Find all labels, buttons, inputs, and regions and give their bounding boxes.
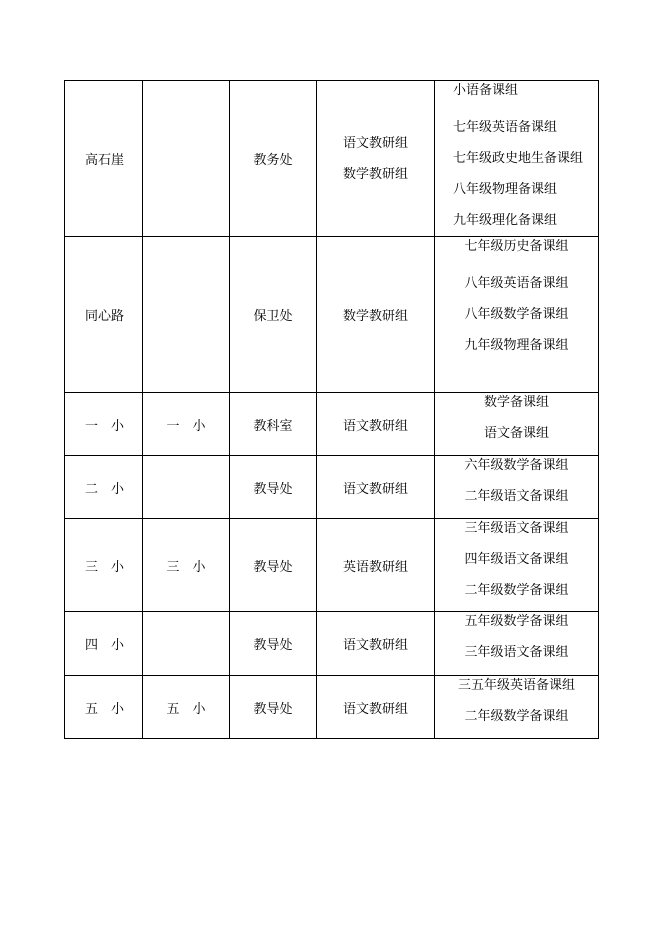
research-group: 数学教研组 — [342, 166, 408, 182]
research-cell — [317, 519, 435, 612]
school-name: 一 小 — [85, 418, 125, 434]
office-name: 保卫处 — [253, 309, 293, 324]
prep-cell — [435, 237, 599, 393]
office-cell — [230, 676, 317, 739]
table-row — [65, 81, 599, 237]
prep-group: 六年级数学备课组 — [464, 458, 569, 473]
research-cell — [317, 676, 435, 739]
school-cell — [65, 456, 143, 519]
prep-cell — [435, 612, 599, 676]
prep-group: 数学备课组 — [483, 395, 549, 410]
office-cell — [230, 456, 317, 519]
office-cell — [230, 612, 317, 676]
table-row — [65, 393, 599, 456]
office-name: 教导处 — [253, 638, 293, 653]
prep-group: 九年级理化备课组 — [453, 213, 558, 228]
school-cell — [65, 519, 143, 612]
prep-cell — [435, 456, 599, 519]
prep-group: 八年级物理备课组 — [453, 182, 558, 197]
prep-group: 五年级数学备课组 — [464, 614, 569, 629]
school-name: 五 小 — [85, 701, 125, 717]
branch-name: 三 小 — [166, 559, 206, 575]
school-name: 四 小 — [85, 638, 125, 653]
prep-cell — [435, 519, 599, 612]
prep-cell — [435, 81, 599, 237]
office-name: 教科室 — [253, 418, 293, 434]
prep-group: 三年级语文备课组 — [464, 521, 569, 536]
research-cell — [317, 81, 435, 237]
prep-group: 七年级历史备课组 — [464, 239, 569, 254]
prep-group: 七年级英语备课组 — [453, 120, 558, 135]
research-cell — [317, 456, 435, 519]
prep-group: 九年级物理备课组 — [464, 338, 569, 353]
office-name: 教导处 — [253, 481, 293, 497]
prep-group: 四年级语文备课组 — [464, 552, 569, 567]
prep-group: 八年级英语备课组 — [464, 276, 569, 291]
branch-cell — [143, 81, 230, 237]
office-cell — [230, 393, 317, 456]
branch-cell — [143, 393, 230, 456]
research-group: 语文教研组 — [342, 701, 408, 717]
school-cell — [65, 81, 143, 237]
prep-group: 七年级政史地生备课组 — [453, 151, 584, 166]
school-cell — [65, 393, 143, 456]
branch-name: 一 小 — [166, 418, 206, 434]
prep-group: 二年级数学备课组 — [464, 583, 569, 598]
school-org-table — [64, 80, 599, 739]
prep-group: 二年级语文备课组 — [464, 489, 569, 504]
office-name: 教导处 — [253, 701, 293, 717]
branch-cell — [143, 676, 230, 739]
prep-group: 小语备课组 — [453, 83, 519, 98]
school-cell — [65, 237, 143, 393]
prep-group: 三年级语文备课组 — [464, 645, 569, 660]
school-name: 同心路 — [85, 309, 125, 324]
school-cell — [65, 676, 143, 739]
research-cell — [317, 612, 435, 676]
branch-cell — [143, 612, 230, 676]
branch-cell — [143, 456, 230, 519]
research-cell — [317, 237, 435, 393]
prep-cell — [435, 676, 599, 739]
school-name: 二 小 — [85, 481, 125, 497]
school-cell — [65, 612, 143, 676]
office-cell — [230, 237, 317, 393]
research-cell — [317, 393, 435, 456]
branch-cell — [143, 237, 230, 393]
table-row — [65, 519, 599, 612]
table-row — [65, 612, 599, 676]
research-group: 英语教研组 — [342, 559, 408, 575]
research-group: 语文教研组 — [342, 418, 408, 434]
research-group: 数学教研组 — [342, 309, 408, 324]
prep-group: 二年级数学备课组 — [464, 709, 569, 724]
office-cell — [230, 519, 317, 612]
office-name: 教务处 — [253, 153, 293, 168]
prep-group: 语文备课组 — [483, 426, 549, 441]
office-cell — [230, 81, 317, 237]
research-group: 语文教研组 — [342, 481, 408, 497]
table-row — [65, 456, 599, 519]
prep-group: 八年级数学备课组 — [464, 307, 569, 322]
research-group: 语文教研组 — [342, 135, 408, 151]
office-name: 教导处 — [253, 559, 293, 575]
table-row — [65, 237, 599, 393]
prep-group: 三五年级英语备课组 — [457, 678, 575, 693]
table-row — [65, 676, 599, 739]
prep-cell — [435, 393, 599, 456]
research-group: 语文教研组 — [342, 638, 408, 653]
branch-name: 五 小 — [166, 701, 206, 717]
school-name: 高石崖 — [85, 153, 125, 168]
branch-cell — [143, 519, 230, 612]
school-name: 三 小 — [85, 559, 125, 575]
